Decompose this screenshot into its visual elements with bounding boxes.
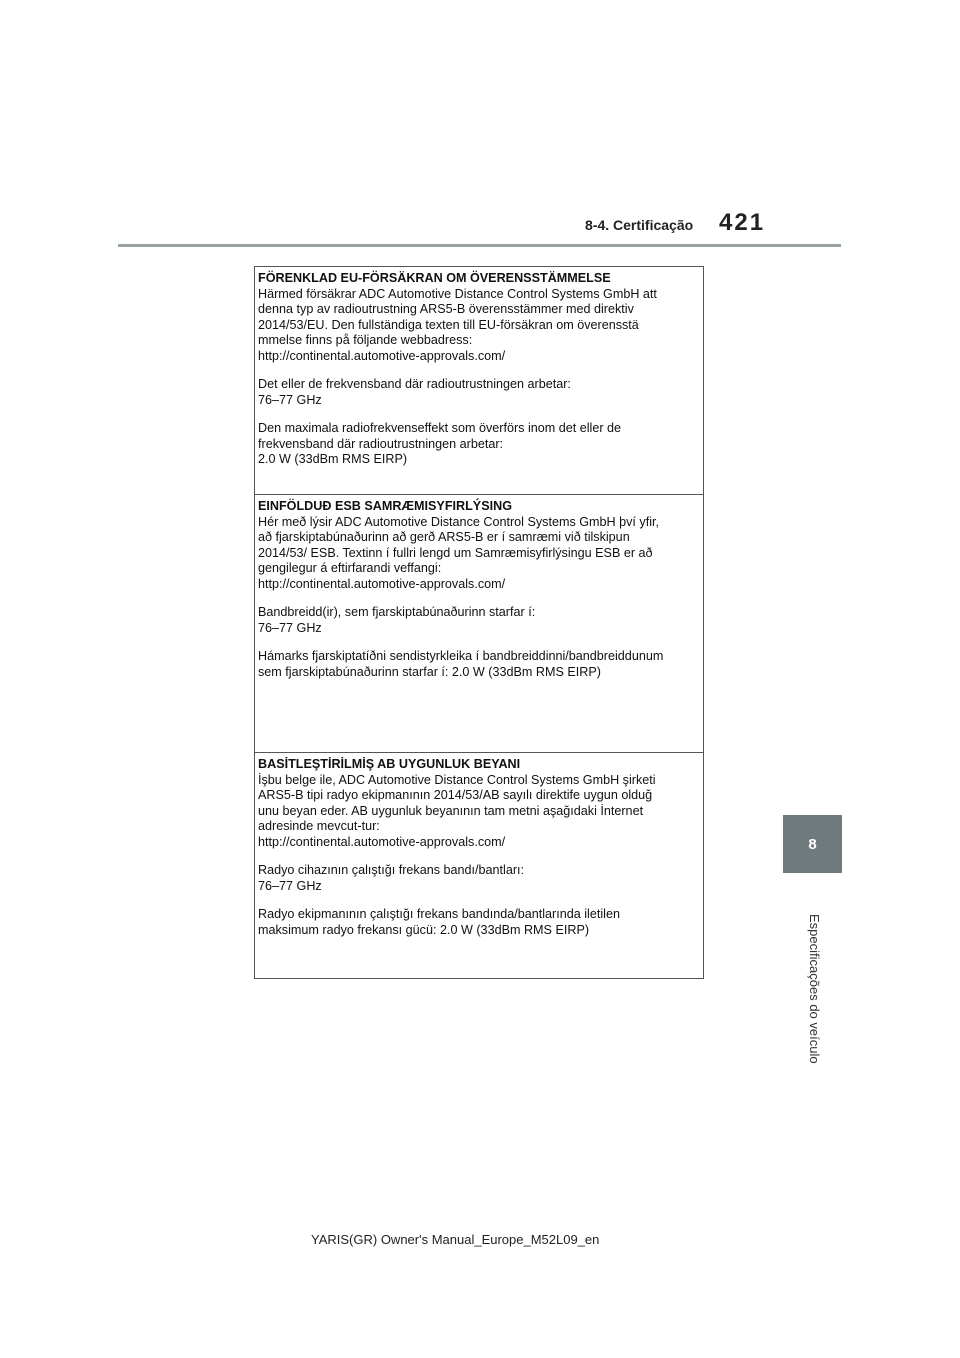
icelandic-declaration-line: gengilegur á eftirfarandi veffangi: [258, 561, 442, 575]
paragraph-gap [258, 592, 703, 605]
paragraph-gap [258, 408, 703, 421]
icelandic-declaration-line: http://continental.automotive-approvals.com/ [258, 576, 506, 591]
turkish-declaration-line: İşbu belge ile, ADC Automotive Distance Control Systems GmbH şirketi [258, 772, 656, 787]
footer-text: YARIS(GR) Owner's Manual_Europe_M52L09_en [311, 1232, 600, 1247]
icelandic-declaration-line: að fjarskiptabúnaðurinn að gerð ARS5-B er í samræmi við tilskipun [258, 530, 630, 544]
swedish-declaration-line: mmelse finns på följande webbadress: [258, 333, 473, 347]
turkish-declaration-title: BASİTLEŞTİRİLMİŞ AB UYGUNLUK BEYANI [258, 757, 521, 771]
icelandic-declaration-line: Bandbreidd(ir), sem fjarskiptabúnaðurinn starfar í: [258, 605, 536, 619]
swedish-declaration-line: Det eller de frekvensband där radioutrustningen arbetar: [258, 377, 571, 391]
icelandic-declaration-line: Hér með lýsir ADC Automotive Distance Control Systems GmbH því yfir, [258, 514, 660, 529]
icelandic-declaration-title: EINFÖLDUÐ ESB SAMRÆMISYFIRLÝSING [258, 499, 512, 513]
chapter-tab[interactable] [783, 815, 842, 873]
paragraph-gap [258, 894, 703, 907]
turkish-declaration-line: ARS5-B tipi radyo ekipmanının 2014/53/AB sayılı direktife uygun olduğ [258, 788, 653, 802]
swedish-declaration-line: frekvensband där radioutrustningen arbetar: [258, 436, 504, 451]
icelandic-declaration-line: 76–77 GHz [258, 620, 322, 635]
paragraph-gap [258, 364, 703, 377]
turkish-declaration-line: adresinde mevcut-tur: [258, 819, 380, 833]
swedish-declaration-title: FÖRENKLAD EU-FÖRSÄKRAN OM ÖVERENSSTÄMMELSE [258, 271, 611, 285]
icelandic-declaration-line: 2014/53/ ESB. Textinn í fullri lengd um Samræmisyfirlýsingu ESB er að [258, 545, 653, 560]
swedish-declaration-line: 76–77 GHz [258, 392, 322, 407]
swedish-declaration [255, 267, 703, 494]
turkish-declaration-line: Radyo ekipmanının çalıştığı frekans bandında/bantlarında iletilen [258, 907, 620, 921]
paragraph-gap [258, 850, 703, 863]
icelandic-declaration-line: sem fjarskiptabúnaðurinn starfar í: 2.0 W (33dBm RMS EIRP) [258, 664, 601, 679]
turkish-declaration [255, 752, 703, 980]
chapter-title-vertical: Especificações do veículo [807, 914, 822, 1064]
swedish-declaration-line: 2014/53/EU. Den fullständiga texten till EU-försäkran om överensstä [258, 317, 639, 332]
header-divider [118, 244, 841, 247]
paragraph-gap [258, 636, 703, 649]
turkish-declaration-line: http://continental.automotive-approvals.com/ [258, 834, 506, 849]
swedish-declaration-line: Härmed försäkrar ADC Automotive Distance Control Systems GmbH att [258, 286, 657, 301]
chapter-number: 8 [808, 835, 817, 853]
certification-box [254, 266, 704, 979]
swedish-declaration-line: Den maximala radiofrekvenseffekt som överförs inom det eller de [258, 421, 622, 435]
turkish-declaration-line: maksimum radyo frekansı gücü: 2.0 W (33dBm RMS EIRP) [258, 922, 590, 937]
swedish-declaration-line: http://continental.automotive-approvals.com/ [258, 348, 506, 363]
swedish-declaration-line: 2.0 W (33dBm RMS EIRP) [258, 452, 408, 466]
turkish-declaration-line: unu beyan eder. AB uygunluk beyanının tam metni aşağıdaki İnternet [258, 803, 644, 818]
swedish-declaration-line: denna typ av radioutrustning ARS5-B överensstämmer med direktiv [258, 302, 634, 316]
section-title: 8-4. Certificação [585, 217, 694, 233]
turkish-declaration-line: Radyo cihazının çalıştığı frekans bandı/bantları: [258, 863, 525, 877]
page-number: 421 [719, 209, 766, 236]
icelandic-declaration [255, 494, 703, 752]
turkish-declaration-line: 76–77 GHz [258, 878, 322, 893]
icelandic-declaration-line: Hámarks fjarskiptatíðni sendistyrkleika í bandbreiddinni/bandbreiddunum [258, 649, 664, 663]
